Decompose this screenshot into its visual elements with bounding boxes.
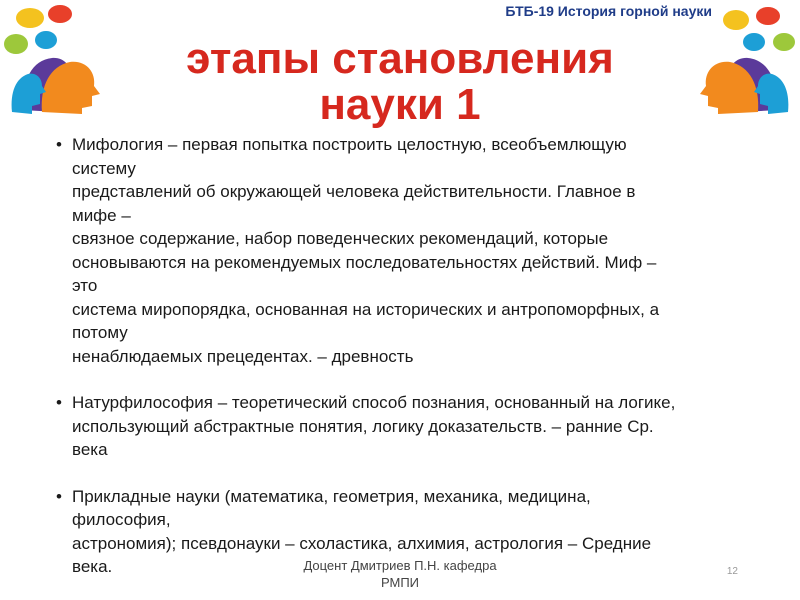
footer-department: РМПИ [380,575,420,590]
text-line: основываются на рекомендуемых последовательностях действий. Миф – [72,252,657,272]
spacer [56,462,786,485]
text-line: система миропорядка, основанная на исторических и антропоморфных, а [72,299,660,319]
slide-body [56,133,786,579]
text-line: это [72,276,98,295]
slide-title-line-2: науки 1 [319,80,481,129]
text-line: потому [72,323,128,342]
text-line: связное содержание, набор поведенческих рекомендаций, которые [72,229,609,248]
text-line: систему [72,158,136,178]
text-line: ненаблюдаемых прецедентах. – древность [72,346,414,366]
spacer [56,368,786,391]
text-line: философия, [72,510,171,529]
text-line: Натурфилософия – теоретический способ познания, основанный на логике, [72,393,676,412]
course-tag: БТБ-19 История горной науки [505,3,712,19]
bullet: • [56,135,62,154]
text-line: Мифология – первая попытка построить целостную, всеобъемлющую [72,135,627,154]
bullet: • [56,393,62,412]
paragraph-mythology [56,133,786,368]
text-line: Прикладные науки (математика, геометрия, механика, медицина, [72,486,591,506]
slide-footer [270,557,530,591]
bullet: • [56,486,62,506]
footer-author: Доцент Дмитриев П.Н. кафедра [303,558,497,573]
slide-title [120,36,680,128]
slide-title-line-1: этапы становления [186,34,614,83]
paragraph-natural-philosophy [56,391,786,462]
text-line: мифе – [72,205,131,225]
text-line: века. [72,557,113,576]
page-number: 12 [726,566,738,577]
speaking-heads-left-icon [2,0,112,118]
text-line: века [72,440,108,459]
text-line: использующий абстрактные понятия, логику доказательств. – ранние Ср. [72,416,654,436]
text-line: астрономия); псевдонауки – схоластика, алхимия, астрология – Средние [72,533,652,553]
text-line: представлений об окружающей человека действительности. Главное в [72,182,636,201]
